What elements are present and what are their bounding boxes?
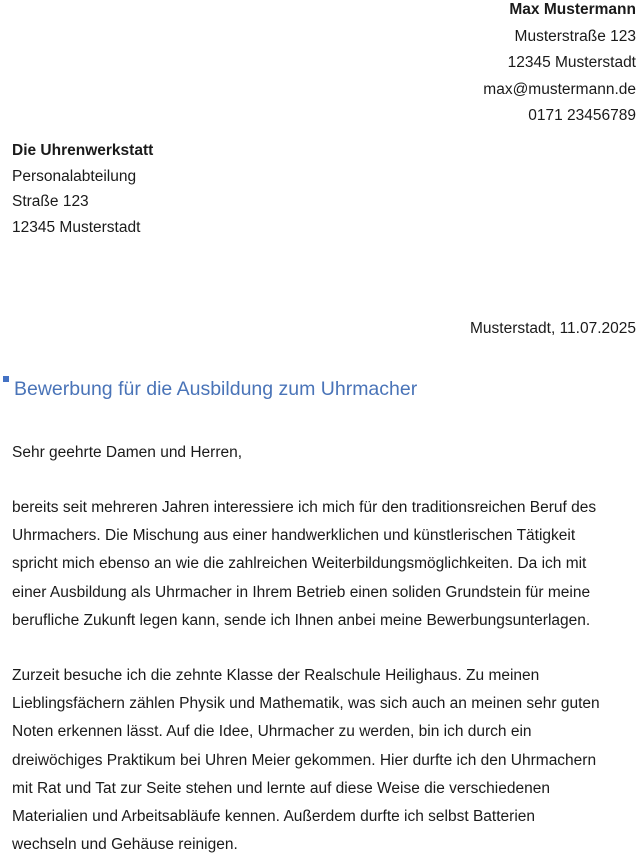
recipient-street: Straße 123 xyxy=(12,193,89,210)
recipient-address-block xyxy=(12,138,153,240)
salutation: Sehr geehrte Damen und Herren, xyxy=(12,444,243,461)
sender-street: Musterstraße 123 xyxy=(514,27,636,45)
body-paragraph-1 xyxy=(12,494,632,635)
recipient-company: Die Uhrenwerkstatt xyxy=(12,142,154,159)
paragraph-line: wechseln und Gehäuse reinigen. xyxy=(12,836,238,854)
letter-date: Musterstadt, 11.07.2025 xyxy=(469,320,636,337)
sender-city: 12345 Musterstadt xyxy=(507,54,636,71)
paragraph-line: Noten erkennen lässt. Auf die Idee, Uhrmacher zu werden, bin ich durch ein xyxy=(12,723,532,741)
paragraph-line: Zurzeit besuche ich die zehnte Klasse der Realschule Heilighaus. Zu meinen xyxy=(12,667,540,684)
paragraph-line: bereits seit mehreren Jahren interessiere ich mich für den traditionsreichen Beruf des xyxy=(12,499,597,516)
paragraph-line: berufliche Zukunft legen kann, sende ich Ihnen anbei meine Bewerbungsunterlagen. xyxy=(12,611,591,629)
paragraph-line: Lieblingsfächern zählen Physik und Mathematik, was sich auch an meinen sehr guten xyxy=(12,695,600,713)
paragraph-line: spricht mich ebenso an wie die zahlreichen Weiterbildungsmöglichkeiten. Da ich mit xyxy=(12,555,587,573)
paragraph-line: einer Ausbildung als Uhrmacher in Ihrem Betrieb einen soliden Grundstein für meine xyxy=(12,583,591,601)
paragraph-line: mit Rat und Tat zur Seite stehen und lernte auf diese Weise die verschiedenen xyxy=(12,779,550,797)
sender-email: max@mustermann.de xyxy=(483,80,636,98)
recipient-department: Personalabteilung xyxy=(12,167,137,185)
recipient-city: 12345 Musterstadt xyxy=(12,218,141,236)
subject-heading: Bewerbung für die Ausbildung zum Uhrmacher xyxy=(14,378,418,400)
paragraph-line: Materialien und Arbeitsabläufe kennen. Außerdem durfte ich selbst Batterien xyxy=(12,808,536,826)
paragraph-line: Uhrmachers. Die Mischung aus einer handwerklichen und künstlerischen Tätigkeit xyxy=(12,527,576,545)
sender-phone: 0171 23456789 xyxy=(528,107,636,124)
body-paragraph-2 xyxy=(12,662,632,859)
sender-address-block xyxy=(483,0,636,130)
subject-marker xyxy=(3,376,9,382)
paragraph-line: dreiwöchiges Praktikum bei Uhren Meier gekommen. Hier durfte ich den Uhrmachern xyxy=(12,751,597,769)
sender-name: Max Mustermann xyxy=(509,1,636,18)
